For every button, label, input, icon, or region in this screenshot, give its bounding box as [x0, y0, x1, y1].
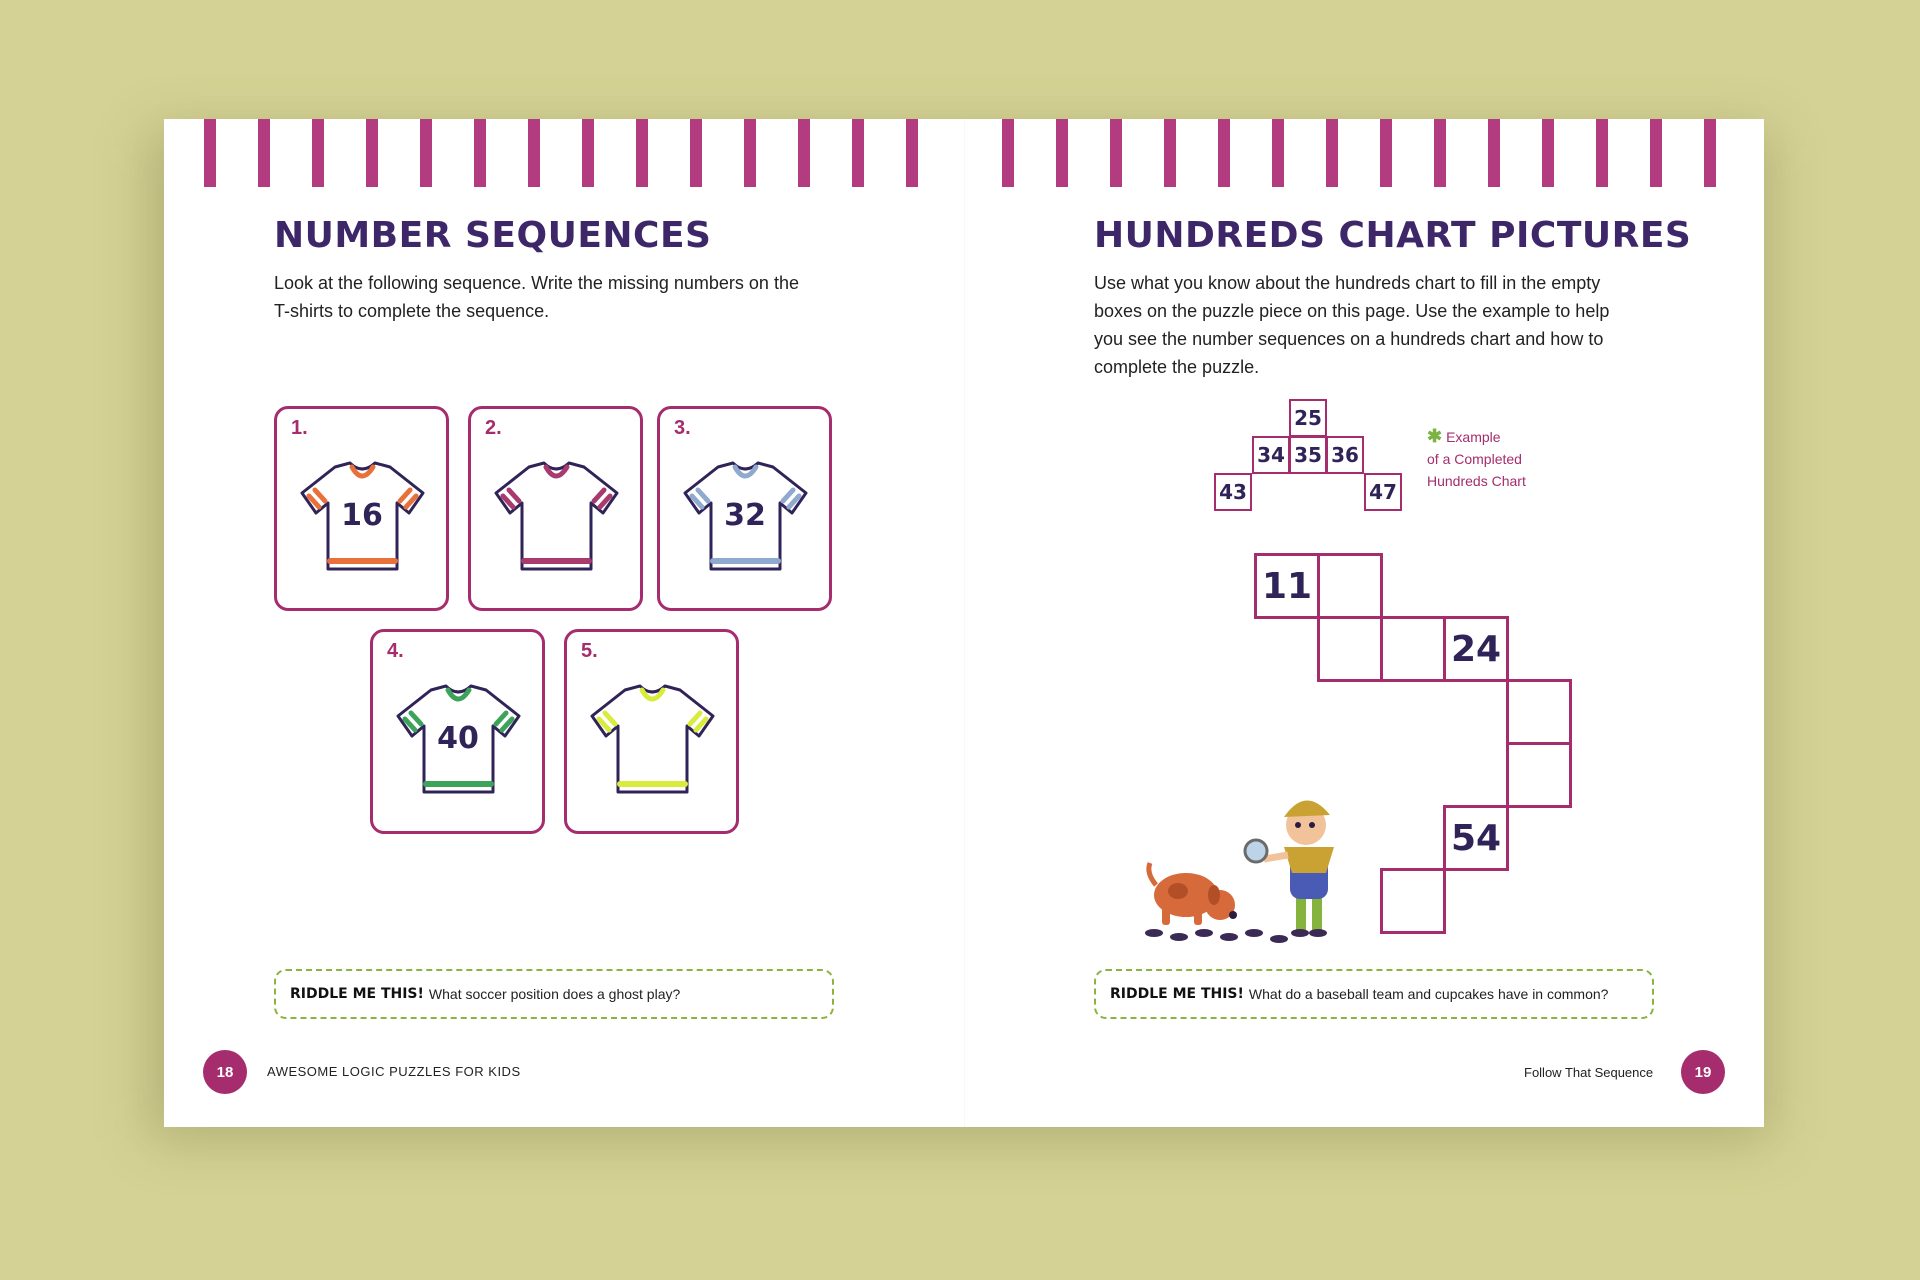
example-cell: 25	[1289, 399, 1327, 437]
decorative-stripe	[906, 119, 918, 187]
decorative-stripe	[798, 119, 810, 187]
decorative-stripe	[636, 119, 648, 187]
decorative-stripe	[1164, 119, 1176, 187]
page-title: NUMBER SEQUENCES	[274, 215, 712, 256]
caption-line: of a Completed	[1427, 451, 1522, 467]
footer-book-title: AWESOME LOGIC PUZZLES FOR KIDS	[267, 1064, 521, 1079]
caption-line: Hundreds Chart	[1427, 473, 1526, 489]
shirt-body	[592, 686, 713, 792]
shirt-card-1[interactable]	[274, 406, 449, 611]
decorative-stripe	[1596, 119, 1608, 187]
tshirt-icon	[295, 459, 430, 579]
puzzle-cell-empty[interactable]	[1506, 679, 1572, 745]
asterisk-icon: ✱	[1427, 426, 1443, 446]
decorative-stripe	[204, 119, 216, 187]
riddle-text: What soccer position does a ghost play?	[428, 986, 681, 1002]
card-number: 4.	[387, 640, 404, 662]
riddle-text: What do a baseball team and cupcakes have in common?	[1248, 986, 1609, 1002]
page-number: 18	[203, 1050, 247, 1094]
shirt-body	[496, 463, 617, 569]
tshirt-icon	[489, 459, 624, 579]
puzzle-cell-empty[interactable]	[1317, 553, 1383, 619]
shirt-card-5[interactable]	[564, 629, 739, 834]
decorative-stripe	[366, 119, 378, 187]
riddle-title: RIDDLE ME THIS!	[290, 986, 424, 1002]
tshirt-icon	[391, 682, 526, 802]
decorative-stripe	[258, 119, 270, 187]
example-caption	[1427, 425, 1526, 492]
instructions-line: Look at the following sequence. Write the missing numbers on the	[274, 273, 799, 293]
instructions-line: you see the number sequences on a hundreds chart and how to	[1094, 329, 1604, 349]
shirt-number: 40	[437, 721, 479, 756]
puzzle-cell-empty[interactable]	[1506, 742, 1572, 808]
puzzle-cell-empty[interactable]	[1380, 616, 1446, 682]
instructions-line: boxes on the puzzle piece on this page. Use the example to help	[1094, 301, 1610, 321]
instructions-line: Use what you know about the hundreds chart to fill in the empty	[1094, 273, 1601, 293]
instructions	[1094, 269, 1609, 381]
tshirt-icon	[678, 459, 813, 579]
shirt-card-2[interactable]	[468, 406, 643, 611]
decorative-stripe	[1380, 119, 1392, 187]
decorative-stripe	[744, 119, 756, 187]
example-cell: 43	[1214, 473, 1252, 511]
decorative-stripe	[690, 119, 702, 187]
caption-line: Example	[1446, 429, 1501, 445]
decorative-stripe	[1542, 119, 1554, 187]
shirt-number: 32	[724, 498, 766, 533]
decorative-stripe	[420, 119, 432, 187]
card-number: 5.	[581, 640, 598, 662]
decorative-stripe	[1272, 119, 1284, 187]
riddle-box	[1094, 969, 1654, 1019]
decorative-stripe	[528, 119, 540, 187]
puzzle-cell-filled: 24	[1443, 616, 1509, 682]
example-cell: 36	[1326, 436, 1364, 474]
card-number: 1.	[291, 417, 308, 439]
tshirt-icon	[585, 682, 720, 802]
riddle-box	[274, 969, 834, 1019]
open-book-spread	[164, 119, 1764, 1127]
decorative-stripe	[1218, 119, 1230, 187]
page-number: 19	[1681, 1050, 1725, 1094]
shirt-number: 16	[341, 498, 383, 533]
decorative-stripe	[1056, 119, 1068, 187]
top-stripes	[164, 119, 1764, 187]
decorative-stripe	[1650, 119, 1662, 187]
footprints	[1145, 929, 1288, 943]
detective-dog-illustration	[1134, 755, 1374, 955]
decorative-stripe	[1434, 119, 1446, 187]
card-number: 2.	[485, 417, 502, 439]
instructions	[274, 269, 799, 325]
shirt-card-4[interactable]	[370, 629, 545, 834]
instructions-line: complete the puzzle.	[1094, 357, 1260, 377]
puzzle-cell-empty[interactable]	[1380, 868, 1446, 934]
instructions-line: T-shirts to complete the sequence.	[274, 301, 550, 321]
dog-icon	[1149, 863, 1237, 925]
example-cell: 34	[1252, 436, 1290, 474]
decorative-stripe	[1488, 119, 1500, 187]
decorative-stripe	[1326, 119, 1338, 187]
example-cell: 35	[1289, 436, 1327, 474]
puzzle-cell-filled: 54	[1443, 805, 1509, 871]
puzzle-cell-empty[interactable]	[1317, 616, 1383, 682]
shirt-card-3[interactable]	[657, 406, 832, 611]
decorative-stripe	[1704, 119, 1716, 187]
page-title: HUNDREDS CHART PICTURES	[1094, 215, 1692, 256]
detective-icon	[1245, 800, 1334, 937]
card-number: 3.	[674, 417, 691, 439]
puzzle-cell-filled: 11	[1254, 553, 1320, 619]
decorative-stripe	[1110, 119, 1122, 187]
decorative-stripe	[852, 119, 864, 187]
decorative-stripe	[582, 119, 594, 187]
riddle-title: RIDDLE ME THIS!	[1110, 986, 1244, 1002]
decorative-stripe	[474, 119, 486, 187]
decorative-stripe	[312, 119, 324, 187]
example-cell: 47	[1364, 473, 1402, 511]
footer-chapter-title: Follow That Sequence	[1524, 1065, 1654, 1080]
decorative-stripe	[1002, 119, 1014, 187]
book-gutter	[964, 119, 965, 1127]
